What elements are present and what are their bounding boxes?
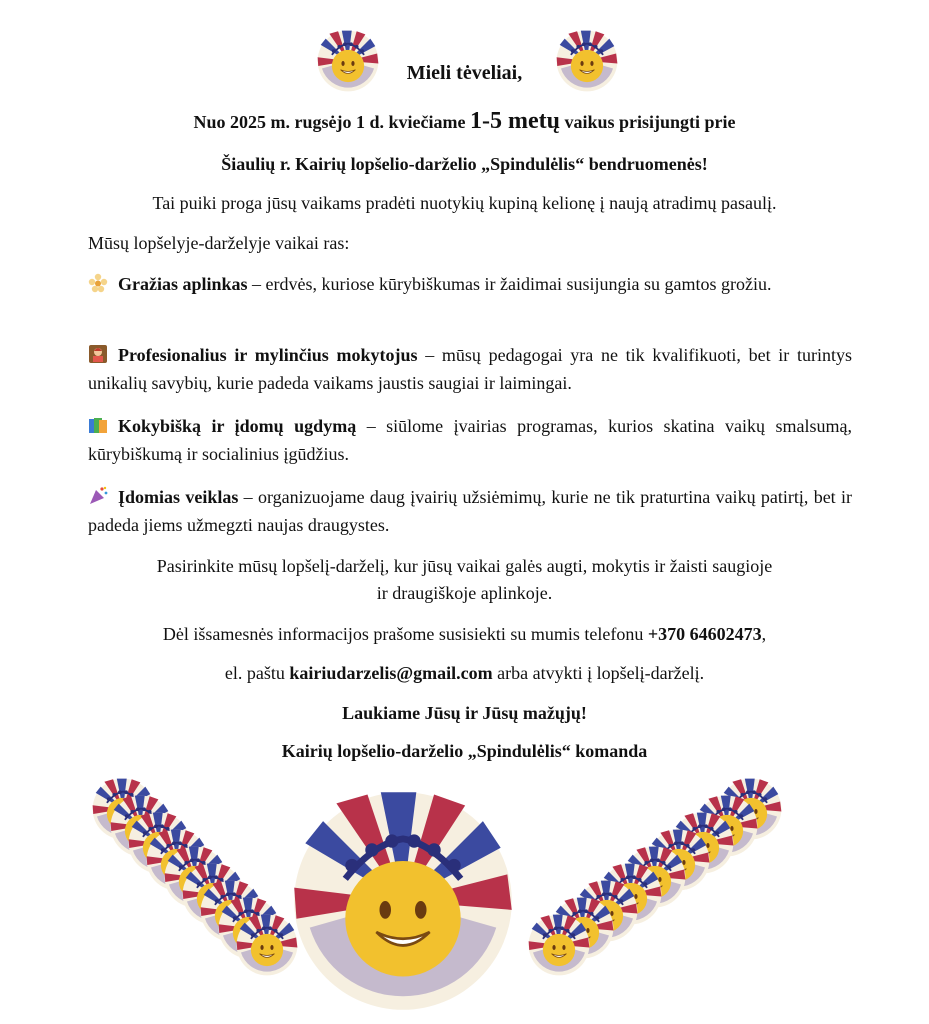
phone-number: +370 64602473 (647, 624, 762, 644)
feature-item (88, 483, 852, 539)
feature-title: Gražias aplinkas (118, 274, 248, 294)
invite-part-c: vaikus prisijungti prie (559, 112, 736, 132)
age-range: 1-5 metų (469, 108, 560, 134)
feature-title: Įdomias veiklas (118, 487, 239, 507)
wait-line (0, 700, 929, 726)
books-icon (88, 415, 108, 435)
email-suffix: arba atvykti į lopšelį-darželį. (492, 663, 705, 683)
sun-logo-icon (556, 30, 618, 92)
email-label: el. paštu (224, 663, 290, 683)
contact-punct: , (761, 624, 767, 644)
feature-desc: – erdvės, kuriose kūrybiškumas ir žaidimai susijungia su gamtos grožiu. (247, 274, 772, 294)
subheading: Mūsų lopšelyje-darželyje vaikai ras: (88, 233, 350, 253)
party-icon (88, 486, 108, 506)
invite-part-a: Nuo 2025 m. rugsėjo 1 d. kviečiame (193, 112, 470, 132)
email-address: kairiudarzelis@gmail.com (289, 663, 493, 683)
signature-line (0, 738, 929, 764)
sun-logo-icon (236, 914, 298, 976)
contact-phone-line (0, 621, 929, 647)
feature-desc: – organizuojame daug įvairių užsiėmimų, kurie ne tik praturtina vaikų patirtį, bet ir padeda jiems užmegzti naujas draugystes. (88, 487, 852, 535)
greeting (0, 60, 929, 86)
contact-text: Dėl išsamesnės informacijos prašome susisiekti su mumis telefonu (162, 624, 648, 644)
feature-desc: – siūlome įvairias programas, kurios skatina vaikų smalsumą, kūrybiškumą ir socialinius įgūdžius. (88, 416, 852, 464)
feature-desc: – mūsų pedagogai yra ne tik kvalifikuoti, bet ir turintys unikalių savybių, kurie padeda vaikams jaustis saugiai ir laimingai. (88, 345, 852, 393)
community-line (0, 151, 929, 177)
intro-text: Tai puiki proga jūsų vaikams pradėti nuotykių kupiną kelionę į naują atradimų pasaulį. (152, 193, 777, 213)
community-text: Šiaulių r. Kairių lopšelio-darželio „Spindulėlis“ bendruomenės! (221, 154, 708, 174)
closing-line-2: ir draugiškoje aplinkoje. (376, 583, 553, 603)
teacher-icon (88, 344, 108, 364)
feature-item (88, 412, 852, 468)
feature-item (88, 270, 852, 298)
greeting-text: Mieli tėveliai, (406, 62, 523, 84)
wait-text: Laukiame Jūsų ir Jūsų mažųjų! (342, 703, 587, 723)
flower-icon (88, 273, 108, 293)
sun-logo-icon (528, 914, 590, 976)
sun-logo-large-icon (292, 790, 514, 1012)
signature-text: Kairių lopšelio-darželio „Spindulėlis“ komanda (281, 741, 648, 761)
feature-title: Kokybišką ir įdomų ugdymą (118, 416, 357, 436)
feature-title: Profesionalius ir mylinčius mokytojus (118, 345, 418, 365)
contact-email-line (0, 660, 929, 686)
feature-item (88, 341, 852, 397)
closing-line-1: Pasirinkite mūsų lopšelį-darželį, kur jūsų vaikai galės augti, mokytis ir žaisti saugioje (156, 556, 773, 576)
invite-line (0, 108, 929, 135)
